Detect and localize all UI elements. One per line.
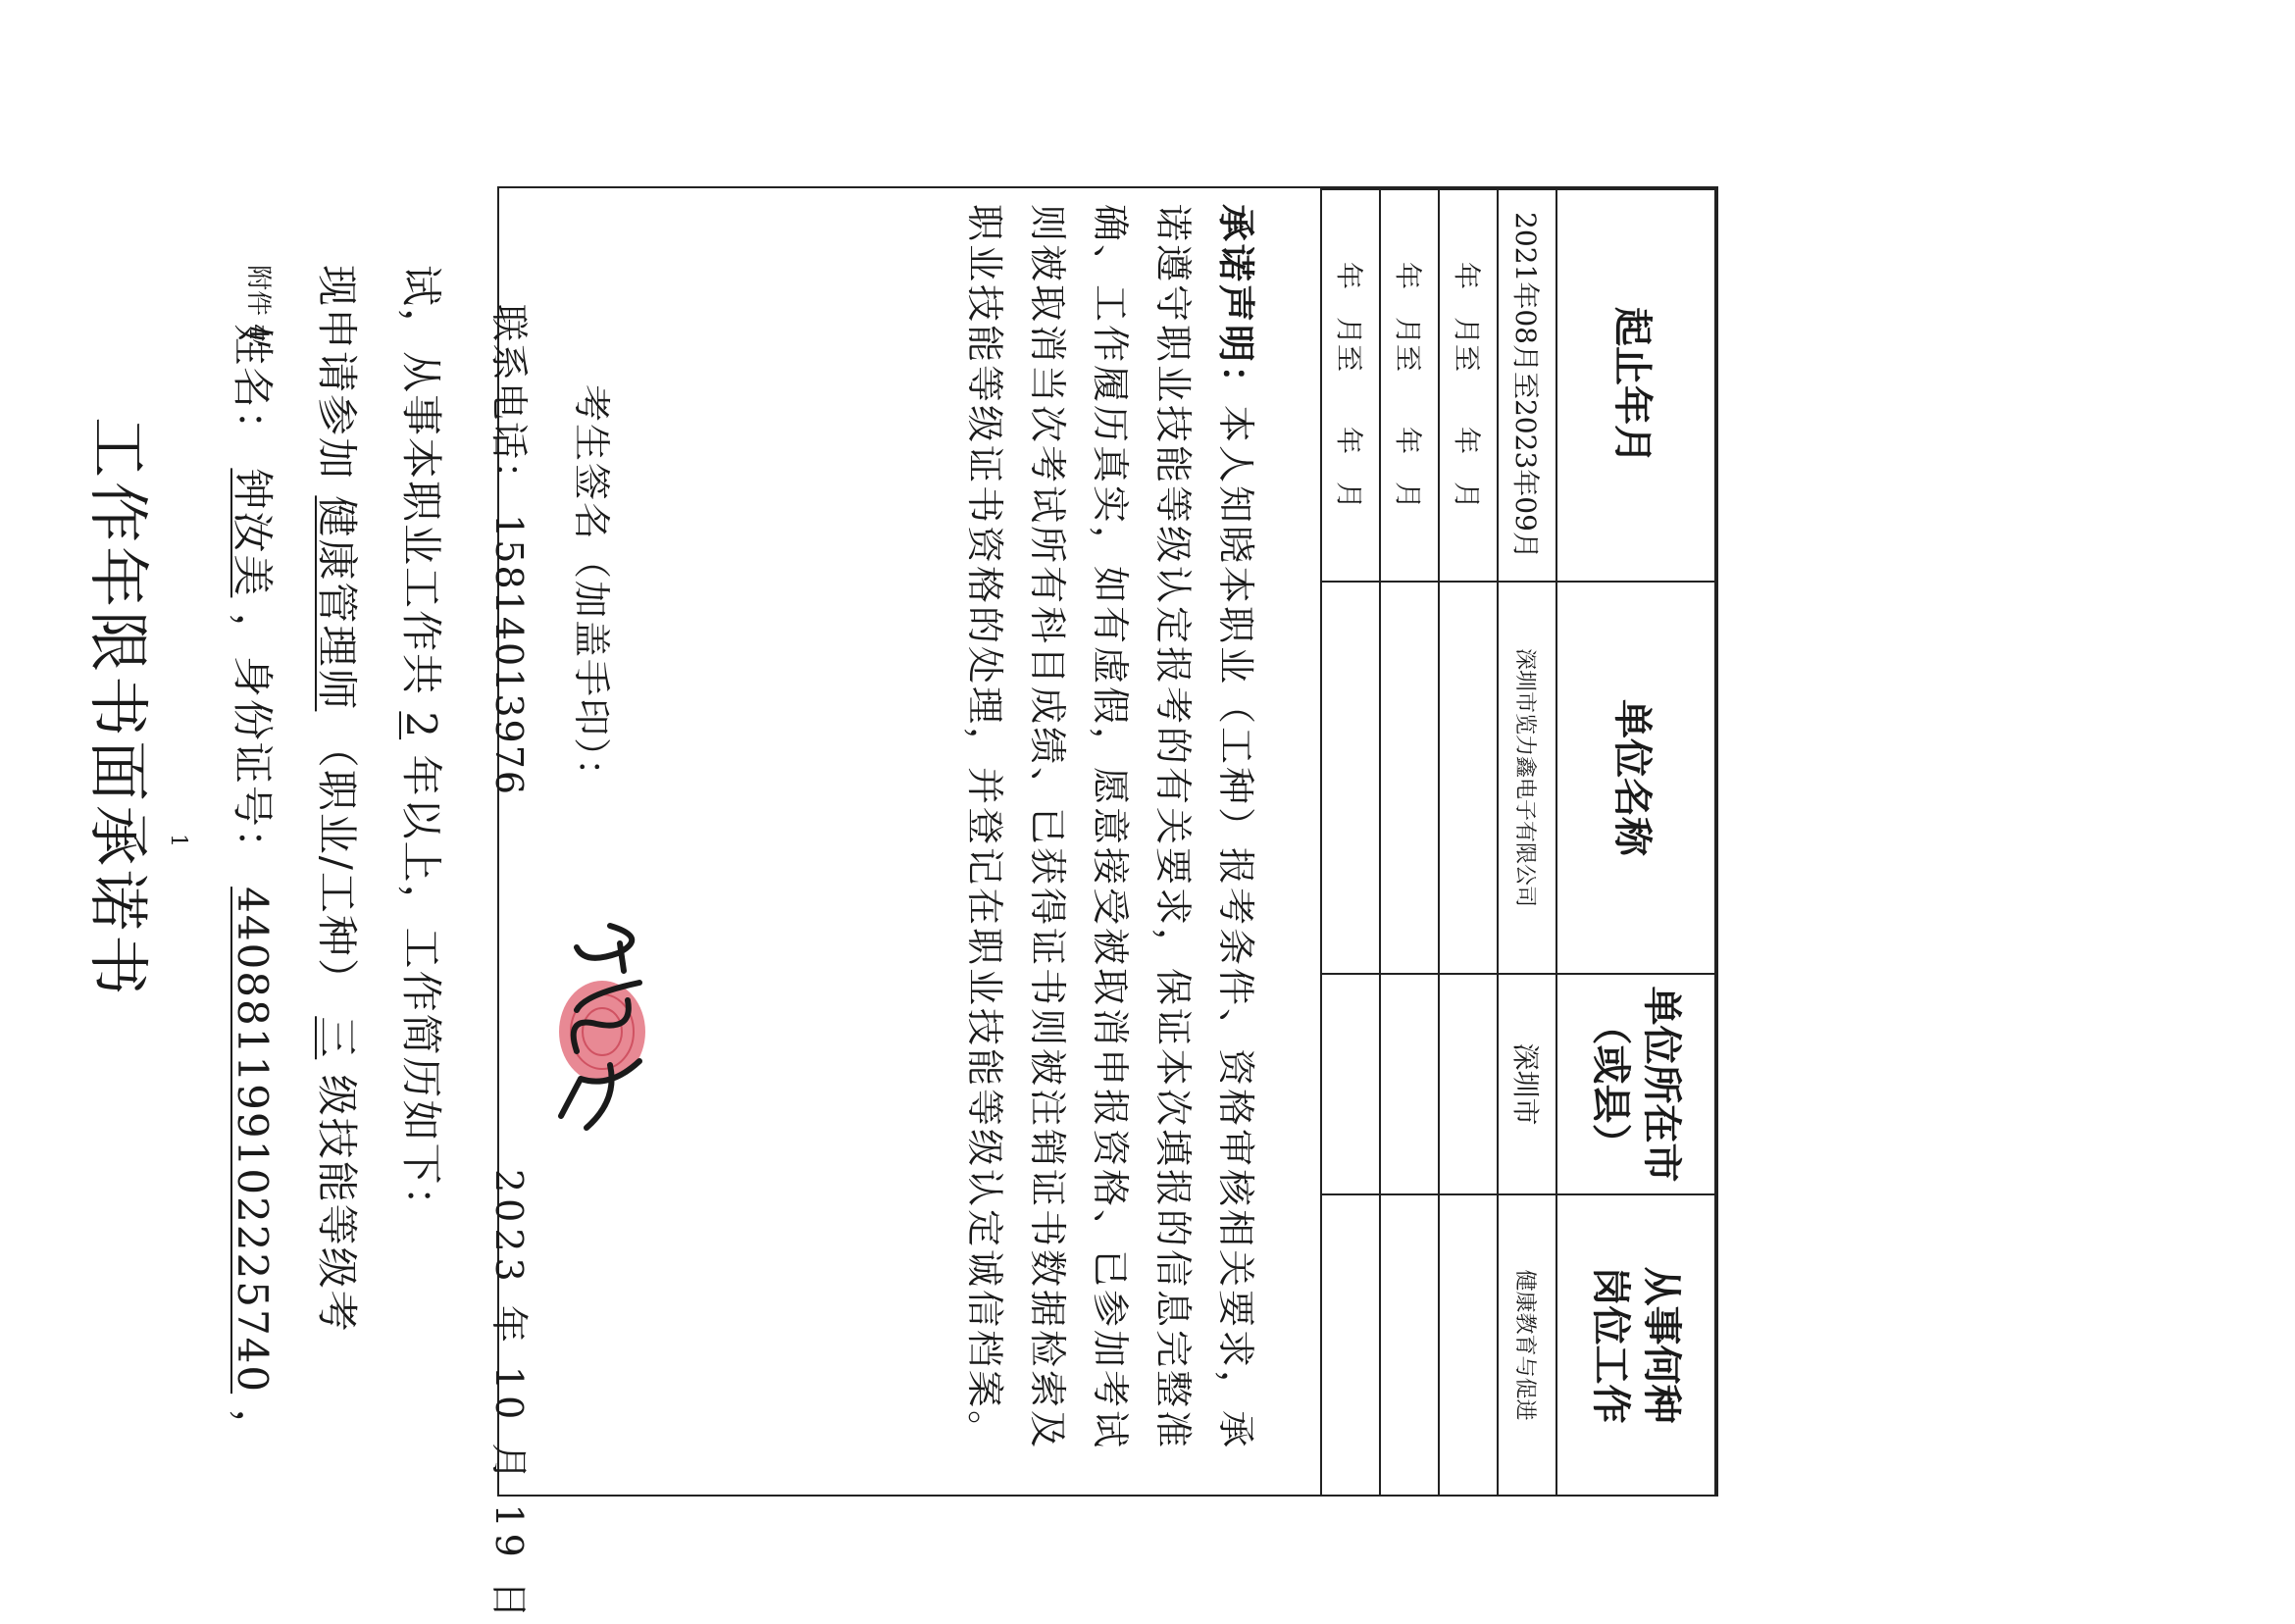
row-period: 年 月至 年 月 xyxy=(1321,189,1380,582)
work-history-form xyxy=(487,186,1718,1624)
applicant-line-2 xyxy=(310,265,369,1334)
row-post xyxy=(1380,1194,1439,1496)
attachment-label: 附件 4: xyxy=(243,265,273,349)
work-history-table xyxy=(1320,188,1716,1497)
date-month: 10 xyxy=(487,1365,531,1426)
name-label: 姓名： xyxy=(229,324,277,454)
signature-row xyxy=(568,384,622,797)
row-city xyxy=(1439,974,1498,1194)
table-row xyxy=(1321,189,1380,1496)
work-prefix: 试，从事本职业工作共 xyxy=(397,265,445,697)
header-post xyxy=(1556,1194,1715,1496)
declaration-label: 承诺声明： xyxy=(1214,204,1257,406)
header-city-line-1: 单位所在市 xyxy=(1639,986,1684,1183)
date-year: 2023 xyxy=(487,1169,531,1288)
header-post-line-1: 从事何种 xyxy=(1639,1266,1684,1424)
row-post xyxy=(1321,1194,1380,1496)
row-company xyxy=(1321,582,1380,974)
table-row xyxy=(1498,189,1556,1496)
id-suffix: ， xyxy=(229,1408,277,1452)
work-years: 2 xyxy=(397,711,445,740)
header-period: 起止年月 xyxy=(1556,189,1715,582)
row-company xyxy=(1439,582,1498,974)
header-post-line-2: 岗位工作 xyxy=(1588,1266,1633,1424)
commitment-declaration xyxy=(953,204,1267,1469)
date-day-unit: 日 xyxy=(487,1580,531,1624)
date-year-unit: 年 xyxy=(487,1304,531,1348)
occupation: 健康管理师 xyxy=(313,495,361,712)
row-period: 2021年08月至2023年09月 xyxy=(1498,189,1556,582)
header-city-line-2: （或县） xyxy=(1588,1005,1633,1163)
row-period: 年 月至 年 月 xyxy=(1380,189,1439,582)
date-month-unit: 月 xyxy=(487,1443,531,1487)
table-header-row xyxy=(1556,189,1715,1496)
date-day: 19 xyxy=(487,1503,531,1563)
applicant-line-3 xyxy=(394,265,453,1229)
header-city xyxy=(1556,974,1715,1194)
header-company: 单位名称 xyxy=(1556,582,1715,974)
id-label: ，身份证号： xyxy=(229,612,277,872)
skill-level: 三 xyxy=(313,1016,361,1060)
signature-label: 考生签名（加盖手印）： xyxy=(570,384,613,798)
row-post xyxy=(1439,1194,1498,1496)
work-suffix: 年以上，工作简历如下： xyxy=(397,754,445,1230)
row-city: 深圳市 xyxy=(1498,974,1556,1194)
applicant-name: 钟汝美 xyxy=(229,468,277,598)
row-post: 健康教育与促进 xyxy=(1498,1194,1556,1496)
apply-prefix: 现申请参加 xyxy=(313,265,361,482)
row-company: 深圳市览力鑫电子有限公司 xyxy=(1498,582,1556,974)
row-city xyxy=(1321,974,1380,1194)
table-row xyxy=(1380,189,1439,1496)
sign-date xyxy=(485,1169,539,1624)
row-company xyxy=(1380,582,1439,974)
row-period: 年 月至 年 月 xyxy=(1439,189,1498,582)
contact-row xyxy=(485,304,539,796)
phone-number: 15814013976 xyxy=(487,514,531,797)
declaration-text: 本人知晓本职业（工种）报考条件、资格审核相关要求，承诺遵守职业技能等级认定报考的有关要求，保证本次填报的信息完整准确、工作履历真实，如有虚假，愿意接受被取消申报资格、已参加考试则被取消当次考试所有科目成绩、已获得证书则被注销证书数据检索及职业技能等级证书资格的处理，并登记在职业技能等级认定诚信档案。 xyxy=(963,204,1257,1451)
level-suffix: 级技能等级考 xyxy=(313,1074,361,1334)
applicant-line-1 xyxy=(226,324,284,1452)
table-row xyxy=(1439,189,1498,1496)
occupation-suffix: （职业/工种） xyxy=(313,726,361,1001)
id-number: 440881199102225740 xyxy=(229,887,277,1395)
row-city xyxy=(1380,974,1439,1194)
phone-label: 联系电话： xyxy=(487,304,531,501)
signature-image xyxy=(541,914,679,1140)
document-title: 工作年限书面承诺书 xyxy=(82,417,154,1000)
page-number: 1 xyxy=(166,834,190,847)
